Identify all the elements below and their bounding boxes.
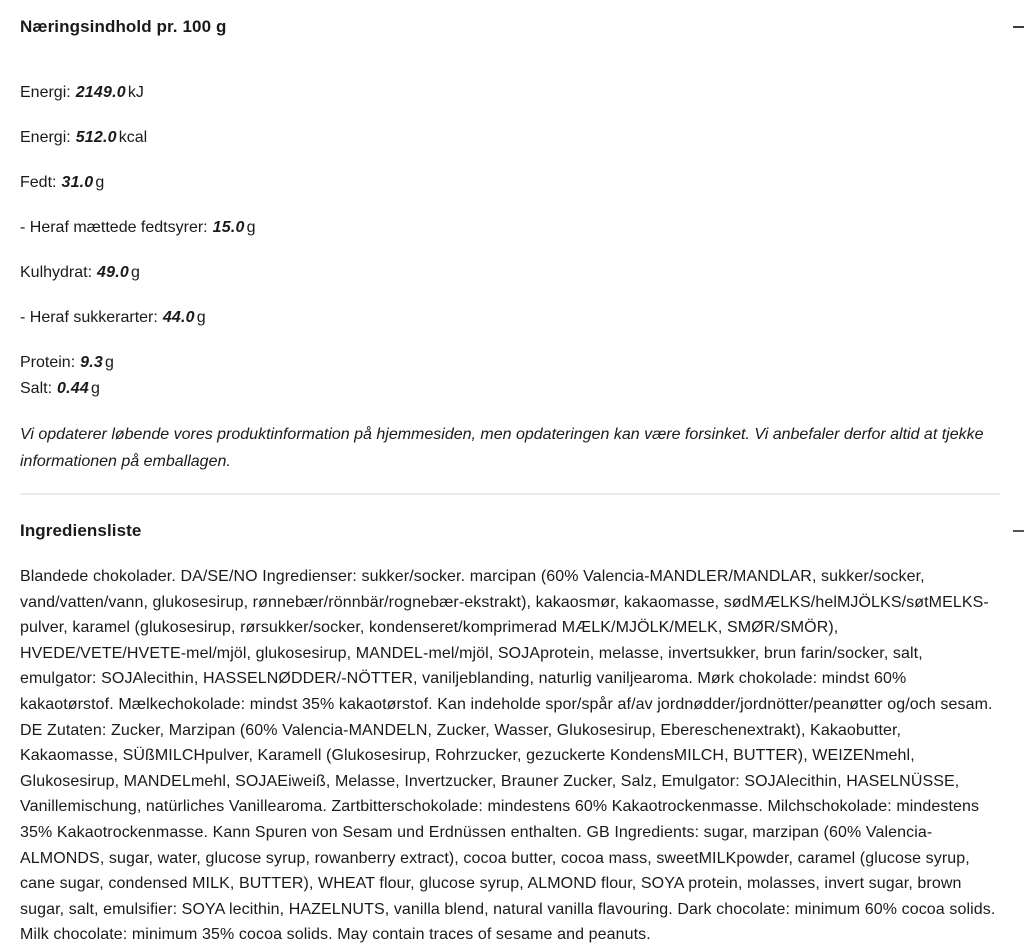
nutrition-value: 0.44 bbox=[57, 380, 89, 397]
nutrition-section-header[interactable] bbox=[20, 15, 1000, 39]
nutrition-label: - Heraf sukkerarter: bbox=[20, 309, 158, 326]
nutrition-value: 9.3 bbox=[80, 354, 103, 371]
ingredients-section-title: Ingrediensliste bbox=[20, 521, 142, 540]
nutrition-unit: kcal bbox=[118, 129, 148, 146]
product-info-panel bbox=[0, 15, 1024, 948]
nutrition-row bbox=[20, 215, 1000, 241]
nutrition-disclaimer: Vi opdaterer løbende vores produktinformation på hjemmesiden, men opdateringen kan være forsinket. Vi anbefaler derfor altid at tjekke informationen på emballagen. bbox=[20, 426, 984, 470]
nutrition-value: 49.0 bbox=[97, 264, 129, 281]
collapse-minus-icon[interactable] bbox=[1013, 530, 1024, 532]
section-divider bbox=[20, 493, 1000, 495]
nutrition-unit: g bbox=[246, 219, 256, 236]
nutrition-value: 44.0 bbox=[162, 309, 195, 326]
nutrition-unit: g bbox=[95, 174, 105, 191]
nutrition-label: Energi: bbox=[20, 129, 71, 146]
nutrition-unit: g bbox=[104, 354, 114, 371]
nutrition-row bbox=[20, 80, 1000, 106]
nutrition-value: 15.0 bbox=[212, 219, 245, 236]
nutrition-label: Energi: bbox=[20, 84, 71, 101]
nutrition-unit: g bbox=[196, 309, 206, 326]
nutrition-row bbox=[20, 260, 1000, 286]
nutrition-row bbox=[20, 305, 1000, 331]
nutrition-label: Protein: bbox=[20, 354, 76, 371]
nutrition-row bbox=[20, 350, 1000, 376]
ingredients-text: Blandede chokolader. DA/SE/NO Ingredienser: sukker/socker. marcipan (60% Valencia-MANDLER/MANDLAR, sukker/socker, vand/vatten/vann, glukosesirup, rønnebær/rönnbär/rognebær-ekstrakt), kakaosmør, kakaomasse, sødMÆLKS/helMJÖLKS/søtMELKS-pulver, karamel (glukosesirup, rørsukker/socker, kondenseret/komprimerad MÆLK/MJÖLK/MELK, SMØR/SMÖR), HVEDE/VETE/HVETE-mel/mjöl, glukosesirup, MANDEL-mel/mjöl, SOJAprotein, melasse, invertsukker, brun farin/socker, salt, emulgator: SOJAlecithin, HASSELNØDDER/-NÖTTER, vaniljeblanding, naturlig vaniljearoma. Mørk chokolade: mindst 60% kakaotørstof. Mælkechokolade: mindst 35% kakaotørstof. Kan indeholde spor/spår af/av jordnødder/jordnötter/peanøtter og/och sesam. DE Zutaten: Zucker, Marzipan (60% Valencia-MANDELN, Zucker, Wasser, Glukosesirup, Ebereschenextrakt), Kakaobutter, Kakaomasse, SÜßMILCHpulver, Karamell (Glukosesirup, Rohrzucker, gezuckerte KondensMILCH, BUTTER), WEIZENmehl, Glukosesirup, MANDELmehl, SOJAEiweiß, Melasse, Invertzucker, Brauner Zucker, Salz, Emulgator: SOJAlecithin, HASELNÜSSE, Vanillemischung, natürliches Vanillearoma. Zartbitterschokolade: mindestens 60% Kakaotrockenmasse. Milchschokolade: mindestens 35% Kakaotrockenmasse. Kann Spuren von Sesam und Erdnüssen enthalten. GB Ingredients: sugar, marzipan (60% Valencia-ALMONDS, sugar, water, glucose syrup, rowanberry extract), cocoa butter, cocoa mass, sweetMILKpowder, caramel (glucose syrup, cane sugar, condensed MILK, BUTTER), WHEAT flour, glucose syrup, ALMOND flour, SOYA protein, molasses, invert sugar, brown sugar, salt, emulsifier: SOYA lecithin, HAZELNUTS, vanilla blend, natural vanilla flavouring. Dark chocolate: minimum 60% cocoa solids. Milk chocolate: minimum 35% cocoa solids. May contain traces of sesame and peanuts. bbox=[20, 568, 996, 944]
nutrition-section-title: Næringsindhold pr. 100 g bbox=[20, 17, 227, 36]
nutrition-value: 2149.0 bbox=[75, 84, 126, 101]
nutrition-rows-tight bbox=[20, 350, 1000, 402]
nutrition-value: 31.0 bbox=[61, 174, 94, 191]
nutrition-label: Kulhydrat: bbox=[20, 264, 93, 281]
nutrition-row bbox=[20, 125, 1000, 151]
nutrition-label: Fedt: bbox=[20, 174, 57, 191]
nutrition-rows bbox=[20, 80, 1000, 331]
nutrition-row bbox=[20, 170, 1000, 196]
nutrition-unit: g bbox=[131, 264, 140, 281]
nutrition-row bbox=[20, 376, 1000, 402]
nutrition-unit: kJ bbox=[127, 84, 144, 101]
collapse-minus-icon[interactable] bbox=[1013, 26, 1024, 28]
nutrition-label: - Heraf mættede fedtsyrer: bbox=[20, 219, 208, 236]
nutrition-unit: g bbox=[90, 380, 100, 397]
nutrition-value: 512.0 bbox=[75, 129, 117, 146]
nutrition-label: Salt: bbox=[20, 380, 53, 397]
ingredients-section-header[interactable] bbox=[20, 519, 1000, 543]
